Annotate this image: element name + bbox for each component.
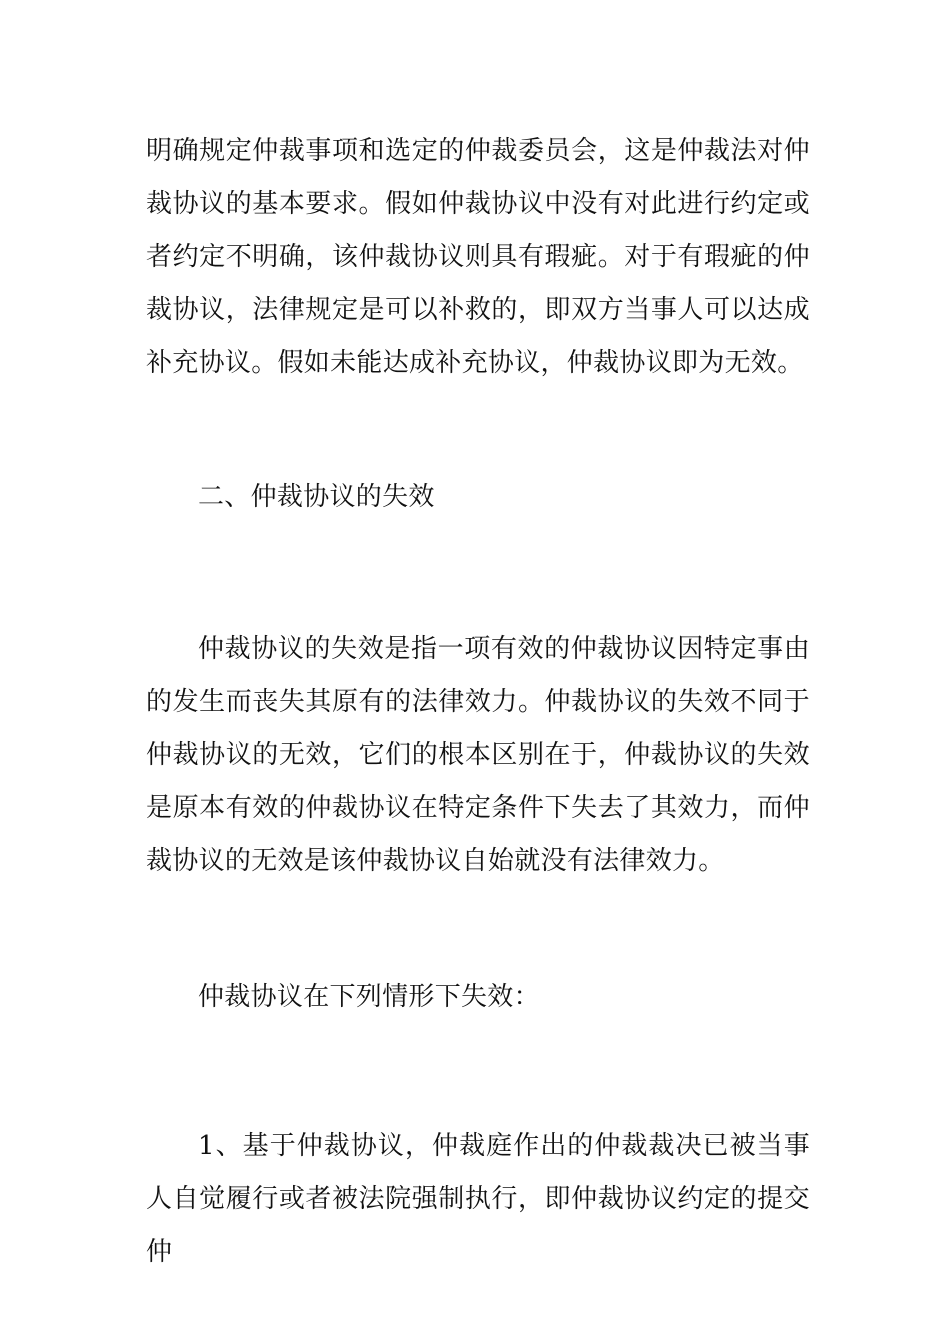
body-paragraph-lapse-definition: 仲裁协议的失效是指一项有效的仲裁协议因特定事由的发生而丧失其原有的法律效力。仲裁协议的失效不同于仲裁协议的无效，它们的根本区别在于，仲裁协议的失效是原本有效的仲裁协议在特定条件下失去了其效力，而仲裁协议的无效是该仲裁协议自始就没有法律效力。	[146, 634, 810, 876]
body-paragraph-lapse-circumstances-intro: 仲裁协议在下列情形下失效：	[198, 982, 540, 1012]
list-item-lapse-circumstance-1: 1、基于仲裁协议，仲裁庭作出的仲裁裁决已被当事人自觉履行或者被法院强制执行，即仲裁协议约定的提交仲	[146, 1131, 810, 1267]
section-heading-arbitration-agreement-lapse: 二、仲裁协议的失效	[198, 482, 435, 512]
body-paragraph-invalidity-remedy: 明确规定仲裁事项和选定的仲裁委员会，这是仲裁法对仲裁协议的基本要求。假如仲裁协议中没有对此进行约定或者约定不明确，该仲裁协议则具有瑕疵。对于有瑕疵的仲裁协议，法律规定是可以补救的，即双方当事人可以达成补充协议。假如未能达成补充协议，仲裁协议即为无效。	[146, 136, 810, 378]
